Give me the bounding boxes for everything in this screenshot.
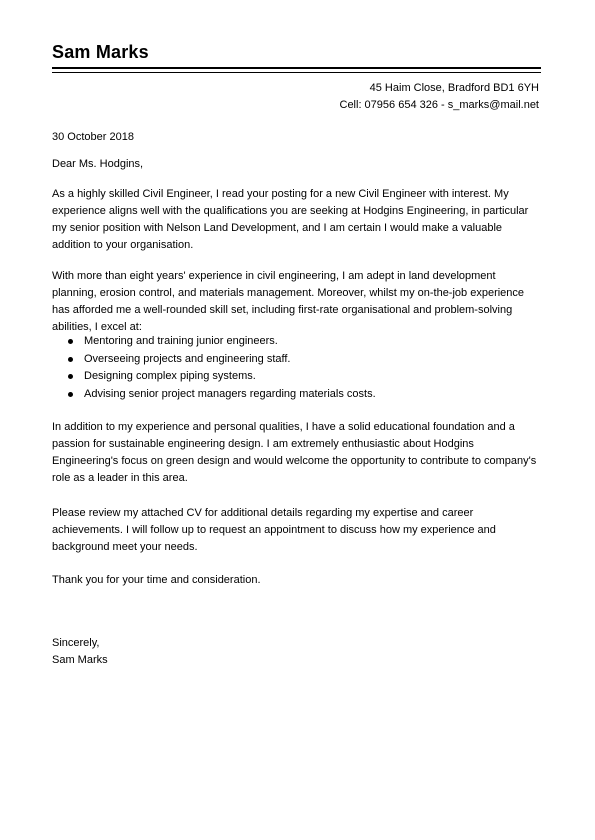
skills-list	[52, 333, 376, 403]
signoff: Sincerely,	[52, 637, 100, 649]
sender-address: 45 Haim Close, Bradford BD1 6YH	[369, 82, 539, 94]
list-item-text: Advising senior project managers regarding materials costs.	[84, 387, 376, 400]
sender-phone-email: Cell: 07956 654 326 - s_marks@mail.net	[339, 99, 539, 111]
letter-date: 30 October 2018	[52, 131, 134, 143]
sender-name: Sam Marks	[52, 42, 149, 62]
list-item	[52, 333, 376, 351]
list-item	[52, 368, 376, 386]
bullet-icon	[68, 357, 73, 362]
list-item-text: Overseeing projects and engineering staff.	[84, 352, 291, 365]
paragraph-experience: With more than eight years' experience in civil engineering, I am adept in land development planning, erosion control, and materials management. Moreover, whilst my on-the-job experience has afforded me a well-rounded skill set, including first-rate organisational and problem-solving abilities, I excel at:	[52, 270, 525, 333]
sender-contact-block	[340, 80, 540, 114]
list-item	[52, 386, 376, 404]
header-divider-thin	[52, 72, 541, 73]
header-divider-thick	[52, 67, 541, 69]
closing-line: Thank you for your time and consideration.	[52, 574, 261, 586]
bullet-icon	[68, 339, 73, 344]
bullet-icon	[68, 392, 73, 397]
signature-name: Sam Marks	[52, 654, 108, 666]
list-item	[52, 351, 376, 369]
paragraph-follow-up: Please review my attached CV for additional details regarding my expertise and career achievements. I will follow up to request an appointment to discuss how my experience and background meet your needs.	[52, 507, 496, 553]
salutation: Dear Ms. Hodgins,	[52, 158, 144, 170]
paragraph-intro: As a highly skilled Civil Engineer, I read your posting for a new Civil Engineer with interest. My experience aligns well with the qualifications you are seeking at Hodgins Engineering, in particular my senior position with Nelson Land Development, and I am certain I would make a valuable addition to your organisation.	[52, 188, 529, 251]
list-item-text: Designing complex piping systems.	[84, 370, 256, 382]
list-item-text: Mentoring and training junior engineers.	[84, 335, 278, 347]
bullet-icon	[68, 374, 73, 379]
paragraph-education: In addition to my experience and personal qualities, I have a solid educational foundation and a passion for sustainable engineering design. I am extremely enthusiastic about Hodgins Engineering's focus on green design and would welcome the opportunity to contribute to company's role as a leader in this area.	[52, 421, 537, 484]
